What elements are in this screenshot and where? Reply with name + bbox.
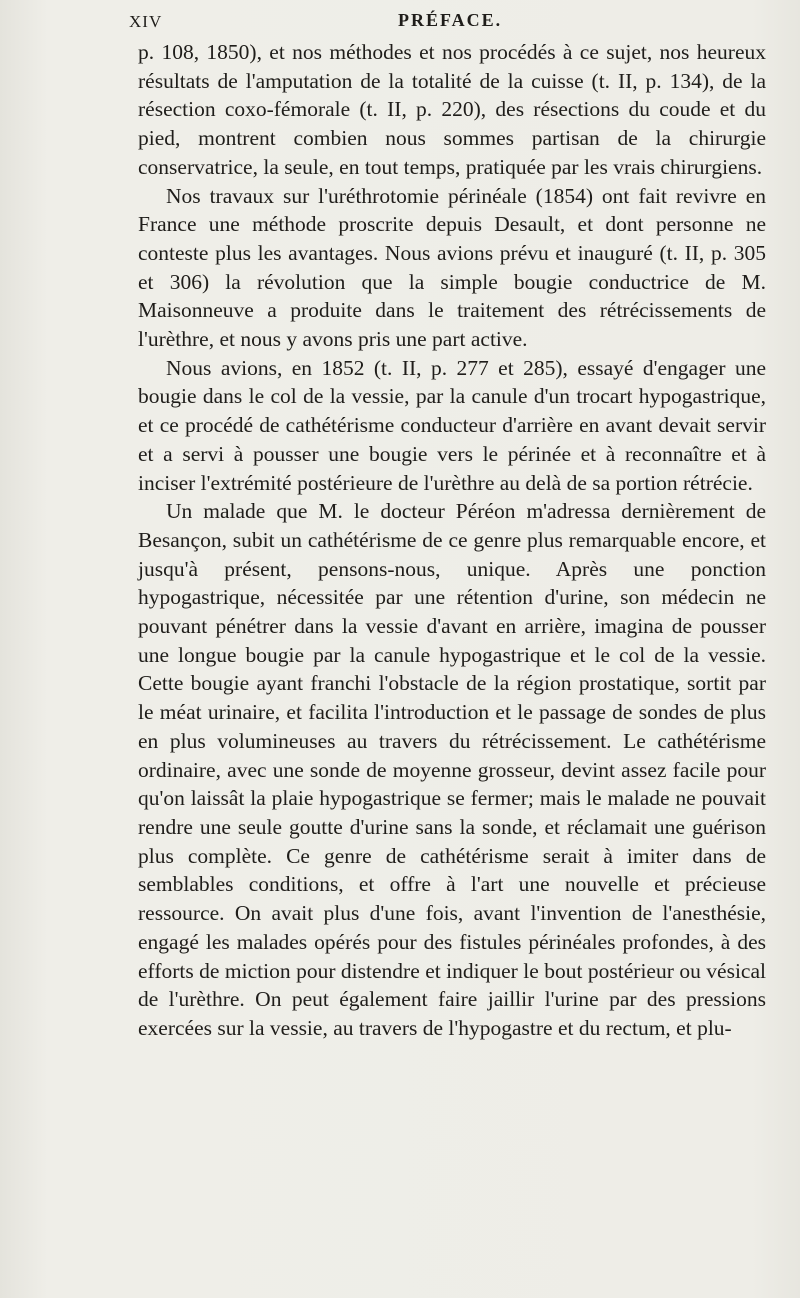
paragraph-hypogastric-bougie: Nous avions, en 1852 (t. II, p. 277 et 285), essayé d'engager une bougie dans le col de la vessie, par la canule d'un trocart hypogastrique, et ce procédé de cathétérisme conducteur d'arrière en avant devait servir et a servi à pousser une bougie vers le périnée et à reconnaître et à inciser l'extrémité postérieure de l'urèthre au delà de sa portion rétrécie. bbox=[138, 355, 766, 495]
page-number: XIV bbox=[129, 12, 163, 31]
paragraph-continuation: p. 108, 1850), et nos méthodes et nos procédés à ce sujet, nos heureux résultats de l'amputation de la totalité de la cuisse (t. II, p. 134), de la résection coxo-fémorale (t. II, p. 220), des résections du coude et du pied, montrent combien nous sommes partisan de la chirurgie conservatrice, la seule, en tout temps, pratiquée par les vrais chirurgiens. bbox=[138, 40, 766, 179]
running-title: PRÉFACE. bbox=[398, 10, 503, 30]
running-head bbox=[0, 6, 800, 38]
body-text bbox=[138, 38, 766, 1043]
paragraph-urethrotomy: Nos travaux sur l'uréthrotomie périnéale (1854) ont fait revivre en France une méthode proscrite depuis Desault, et dont personne ne conteste plus les avantages. Nous avions prévu et inauguré (t. II, p. 305 et 306) la révolution que la simple bougie conductrice de M. Maisonneuve a produite dans le traitement des rétrécissements de l'urèthre, et nous y avons pris une part active. bbox=[138, 183, 766, 352]
paragraph-case-report: Un malade que M. le docteur Péréon m'adressa dernièrement de Besançon, subit un cathétérisme de ce genre plus remarquable encore, et jusqu'à présent, pensons-nous, unique. Après une ponction hypogastrique, nécessitée par une rétention d'urine, son médecin ne pouvant pénétrer dans la vessie d'avant en arrière, imagina de pousser une longue bougie par la canule hypogastrique et le col de la vessie. Cette bougie ayant franchi l'obstacle de la région prostatique, sortit par le méat urinaire, et facilita l'introduction et le passage de sondes de plus en plus volumineuses au travers du rétrécissement. Le cathétérisme ordinaire, avec une sonde de moyenne grosseur, devint assez facile pour qu'on laissât la plaie hypogastrique se fermer; mais le malade ne pouvait rendre une seule goutte d'urine sans la sonde, et réclamait une guérison plus complète. Ce genre de cathétérisme serait à imiter dans de semblables conditions, et offre à l'art une nouvelle et précieuse ressource. On avait plus d'une fois, avant l'invention de l'anesthésie, engagé les malades opérés pour des fistules périnéales profondes, à des efforts de miction pour distendre et indiquer le bout postérieur ou vésical de l'urèthre. On peut également faire jaillir l'urine par des pressions exercées sur la vessie, au travers de l'hypogastre et du rectum, et plu- bbox=[138, 499, 766, 1040]
